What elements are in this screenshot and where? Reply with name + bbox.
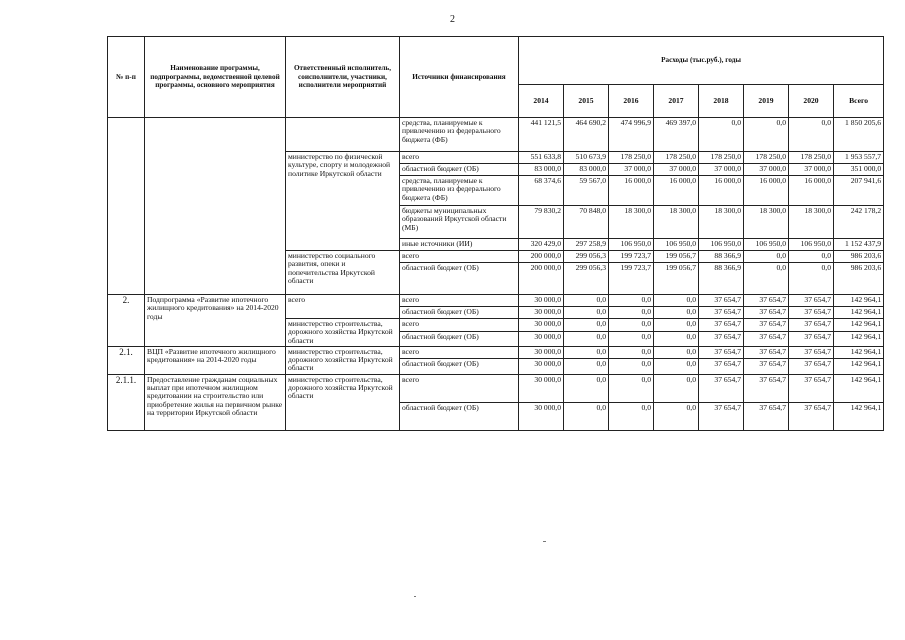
value-cell: 30 000,0 bbox=[519, 402, 564, 430]
value-cell: 106 950,0 bbox=[699, 239, 744, 251]
total-cell: 351 000,0 bbox=[834, 164, 884, 176]
value-cell: 18 300,0 bbox=[789, 206, 834, 239]
header-responsible: Ответственный исполнитель, соисполнители, участники, исполнители мероприятий bbox=[286, 37, 400, 118]
value-cell: 106 950,0 bbox=[609, 239, 654, 251]
value-cell: 178 250,0 bbox=[699, 152, 744, 164]
value-cell: 16 000,0 bbox=[654, 176, 699, 206]
value-cell: 106 950,0 bbox=[744, 239, 789, 251]
value-cell: 37 654,7 bbox=[699, 346, 744, 358]
value-cell: 16 000,0 bbox=[789, 176, 834, 206]
value-cell: 70 848,0 bbox=[564, 206, 609, 239]
value-cell: 37 000,0 bbox=[699, 164, 744, 176]
value-cell: 0,0 bbox=[744, 251, 789, 263]
value-cell: 37 654,7 bbox=[789, 346, 834, 358]
value-cell: 178 250,0 bbox=[789, 152, 834, 164]
value-cell: 178 250,0 bbox=[654, 152, 699, 164]
value-cell: 178 250,0 bbox=[744, 152, 789, 164]
value-cell: 0,0 bbox=[789, 263, 834, 295]
header-no: № п-п bbox=[108, 37, 145, 118]
value-cell: 320 429,0 bbox=[519, 239, 564, 251]
table-row bbox=[108, 346, 884, 358]
source-cell: всего bbox=[400, 319, 519, 332]
source-cell: средства, планируемые к привлечению из федерального бюджета (ФБ) bbox=[400, 118, 519, 152]
source-cell: всего bbox=[400, 346, 519, 358]
value-cell: 0,0 bbox=[609, 307, 654, 319]
executor-cell: министерство строительства, дорожного хозяйства Иркутской области bbox=[286, 319, 400, 347]
value-cell: 0,0 bbox=[654, 331, 699, 346]
value-cell: 106 950,0 bbox=[654, 239, 699, 251]
source-cell: бюджеты муниципальных образований Иркутской области (МБ) bbox=[400, 206, 519, 239]
total-cell: 142 964,1 bbox=[834, 307, 884, 319]
header-year: 2020 bbox=[789, 85, 834, 118]
value-cell: 37 654,7 bbox=[699, 319, 744, 332]
value-cell: 30 000,0 bbox=[519, 331, 564, 346]
value-cell: 37 654,7 bbox=[699, 331, 744, 346]
value-cell: 299 056,3 bbox=[564, 263, 609, 295]
program-name: ВЦП «Развитие ипотечного жилищного кредитования» на 2014-2020 годы bbox=[145, 346, 286, 374]
program-name: Подпрограмма «Развитие ипотечного жилищного кредитования» на 2014-2020 годы bbox=[145, 295, 286, 347]
value-cell: 30 000,0 bbox=[519, 319, 564, 332]
total-cell: 142 964,1 bbox=[834, 374, 884, 402]
total-cell: 242 178,2 bbox=[834, 206, 884, 239]
header-year: 2014 bbox=[519, 85, 564, 118]
value-cell: 37 654,7 bbox=[789, 402, 834, 430]
total-cell: 142 964,1 bbox=[834, 331, 884, 346]
value-cell: 37 654,7 bbox=[789, 374, 834, 402]
value-cell: 200 000,0 bbox=[519, 263, 564, 295]
budget-table bbox=[107, 36, 884, 431]
total-cell: 142 964,1 bbox=[834, 346, 884, 358]
value-cell: 178 250,0 bbox=[609, 152, 654, 164]
value-cell: 0,0 bbox=[564, 319, 609, 332]
source-cell: средства, планируемые к привлечению из федерального бюджета (ФБ) bbox=[400, 176, 519, 206]
value-cell: 37 654,7 bbox=[744, 374, 789, 402]
value-cell: 18 300,0 bbox=[609, 206, 654, 239]
value-cell: 68 374,6 bbox=[519, 176, 564, 206]
value-cell: 0,0 bbox=[789, 251, 834, 263]
header-year: 2018 bbox=[699, 85, 744, 118]
header-year: 2017 bbox=[654, 85, 699, 118]
value-cell: 0,0 bbox=[654, 346, 699, 358]
value-cell: 474 996,9 bbox=[609, 118, 654, 152]
value-cell: 464 690,2 bbox=[564, 118, 609, 152]
total-cell: 142 964,1 bbox=[834, 319, 884, 332]
value-cell: 83 000,0 bbox=[564, 164, 609, 176]
total-cell: 207 941,6 bbox=[834, 176, 884, 206]
program-number: 2.1.1. bbox=[108, 374, 145, 430]
value-cell: 0,0 bbox=[699, 118, 744, 152]
value-cell: 0,0 bbox=[654, 295, 699, 307]
executor-cell: министерство социального развития, опеки и попечительства Иркутской области bbox=[286, 251, 400, 295]
value-cell: 37 654,7 bbox=[699, 307, 744, 319]
value-cell: 0,0 bbox=[564, 402, 609, 430]
value-cell: 79 830,2 bbox=[519, 206, 564, 239]
value-cell: 37 654,7 bbox=[699, 402, 744, 430]
value-cell: 0,0 bbox=[564, 331, 609, 346]
value-cell: 16 000,0 bbox=[744, 176, 789, 206]
value-cell: 0,0 bbox=[564, 346, 609, 358]
header-year: 2015 bbox=[564, 85, 609, 118]
no-cell-empty bbox=[108, 118, 145, 295]
value-cell: 88 366,9 bbox=[699, 263, 744, 295]
source-cell: иные источники (ИИ) bbox=[400, 239, 519, 251]
value-cell: 30 000,0 bbox=[519, 358, 564, 374]
program-number: 2.1. bbox=[108, 346, 145, 374]
value-cell: 37 654,7 bbox=[699, 374, 744, 402]
source-cell: всего bbox=[400, 152, 519, 164]
value-cell: 441 121,5 bbox=[519, 118, 564, 152]
value-cell: 30 000,0 bbox=[519, 374, 564, 402]
value-cell: 37 654,7 bbox=[789, 307, 834, 319]
source-cell: областной бюджет (ОБ) bbox=[400, 402, 519, 430]
header-row-1 bbox=[108, 37, 884, 85]
source-cell: всего bbox=[400, 295, 519, 307]
value-cell: 551 633,8 bbox=[519, 152, 564, 164]
value-cell: 0,0 bbox=[789, 118, 834, 152]
value-cell: 37 654,7 bbox=[744, 331, 789, 346]
value-cell: 30 000,0 bbox=[519, 307, 564, 319]
header-total: Всего bbox=[834, 85, 884, 118]
header-year: 2019 bbox=[744, 85, 789, 118]
program-name: Предоставление гражданам социальных выплат при ипотечном жилищном кредитовании на строительство или приобретение жилья на первичном рынке на территории Иркутской области bbox=[145, 374, 286, 430]
executor-cell: министерство строительства, дорожного хозяйства Иркутской области bbox=[286, 346, 400, 374]
executor-cell-empty bbox=[286, 118, 400, 152]
total-cell: 142 964,1 bbox=[834, 402, 884, 430]
value-cell: 0,0 bbox=[654, 307, 699, 319]
source-cell: областной бюджет (ОБ) bbox=[400, 358, 519, 374]
value-cell: 37 654,7 bbox=[699, 358, 744, 374]
value-cell: 83 000,0 bbox=[519, 164, 564, 176]
table-row bbox=[108, 295, 884, 307]
page-number: 2 bbox=[450, 14, 455, 25]
value-cell: 0,0 bbox=[609, 402, 654, 430]
value-cell: 0,0 bbox=[564, 307, 609, 319]
value-cell: 199 723,7 bbox=[609, 263, 654, 295]
table-row bbox=[108, 118, 884, 152]
header-source: Источники финансирования bbox=[400, 37, 519, 118]
value-cell: 297 258,9 bbox=[564, 239, 609, 251]
value-cell: 37 000,0 bbox=[789, 164, 834, 176]
header-expenses: Расходы (тыс.руб.), годы bbox=[519, 37, 884, 85]
value-cell: 16 000,0 bbox=[699, 176, 744, 206]
value-cell: 18 300,0 bbox=[654, 206, 699, 239]
value-cell: 37 654,7 bbox=[789, 295, 834, 307]
table-row bbox=[108, 374, 884, 402]
total-cell: 142 964,1 bbox=[834, 295, 884, 307]
value-cell: 0,0 bbox=[609, 319, 654, 332]
total-cell: 142 964,1 bbox=[834, 358, 884, 374]
value-cell: 37 654,7 bbox=[789, 319, 834, 332]
value-cell: 37 654,7 bbox=[744, 295, 789, 307]
value-cell: 37 654,7 bbox=[789, 331, 834, 346]
value-cell: 0,0 bbox=[654, 358, 699, 374]
value-cell: 0,0 bbox=[564, 358, 609, 374]
total-cell: 1 850 205,6 bbox=[834, 118, 884, 152]
value-cell: 18 300,0 bbox=[744, 206, 789, 239]
value-cell: 37 000,0 bbox=[744, 164, 789, 176]
value-cell: 37 654,7 bbox=[744, 307, 789, 319]
program-number: 2. bbox=[108, 295, 145, 347]
value-cell: 0,0 bbox=[564, 295, 609, 307]
total-cell: 986 203,6 bbox=[834, 251, 884, 263]
value-cell: 0,0 bbox=[744, 263, 789, 295]
value-cell: 0,0 bbox=[654, 319, 699, 332]
value-cell: 0,0 bbox=[564, 374, 609, 402]
value-cell: 0,0 bbox=[744, 118, 789, 152]
value-cell: 37 654,7 bbox=[744, 346, 789, 358]
value-cell: 37 000,0 bbox=[654, 164, 699, 176]
value-cell: 59 567,0 bbox=[564, 176, 609, 206]
value-cell: 37 000,0 bbox=[609, 164, 654, 176]
source-cell: областной бюджет (ОБ) bbox=[400, 164, 519, 176]
value-cell: 37 654,7 bbox=[744, 402, 789, 430]
value-cell: 37 654,7 bbox=[699, 295, 744, 307]
header-name: Наименование программы, подпрограммы, ведомственной целевой программы, основного мероприятия bbox=[145, 37, 286, 118]
value-cell: 0,0 bbox=[654, 374, 699, 402]
value-cell: 37 654,7 bbox=[744, 358, 789, 374]
value-cell: 0,0 bbox=[609, 295, 654, 307]
value-cell: 299 056,3 bbox=[564, 251, 609, 263]
value-cell: 18 300,0 bbox=[699, 206, 744, 239]
value-cell: 88 366,9 bbox=[699, 251, 744, 263]
value-cell: 469 397,0 bbox=[654, 118, 699, 152]
value-cell: 37 654,7 bbox=[744, 319, 789, 332]
value-cell: 199 056,7 bbox=[654, 263, 699, 295]
value-cell: 30 000,0 bbox=[519, 346, 564, 358]
value-cell: 200 000,0 bbox=[519, 251, 564, 263]
value-cell: 510 673,9 bbox=[564, 152, 609, 164]
scan-speck bbox=[543, 541, 546, 542]
value-cell: 199 056,7 bbox=[654, 251, 699, 263]
total-cell: 986 203,6 bbox=[834, 263, 884, 295]
total-cell: 1 953 557,7 bbox=[834, 152, 884, 164]
source-cell: всего bbox=[400, 251, 519, 263]
value-cell: 30 000,0 bbox=[519, 295, 564, 307]
value-cell: 199 723,7 bbox=[609, 251, 654, 263]
value-cell: 16 000,0 bbox=[609, 176, 654, 206]
header-year: 2016 bbox=[609, 85, 654, 118]
name-cell-empty bbox=[145, 118, 286, 295]
source-cell: областной бюджет (ОБ) bbox=[400, 331, 519, 346]
source-cell: областной бюджет (ОБ) bbox=[400, 307, 519, 319]
value-cell: 0,0 bbox=[609, 358, 654, 374]
total-cell: 1 152 437,9 bbox=[834, 239, 884, 251]
executor-cell: всего bbox=[286, 295, 400, 319]
executor-cell: министерство по физической культуре, спорту и молодежной политике Иркутской области bbox=[286, 152, 400, 251]
value-cell: 0,0 bbox=[654, 402, 699, 430]
value-cell: 0,0 bbox=[609, 374, 654, 402]
value-cell: 0,0 bbox=[609, 346, 654, 358]
value-cell: 37 654,7 bbox=[789, 358, 834, 374]
value-cell: 106 950,0 bbox=[789, 239, 834, 251]
scan-speck bbox=[414, 596, 416, 597]
source-cell: областной бюджет (ОБ) bbox=[400, 263, 519, 295]
executor-cell: министерство строительства, дорожного хозяйства Иркутской области bbox=[286, 374, 400, 430]
source-cell: всего bbox=[400, 374, 519, 402]
value-cell: 0,0 bbox=[609, 331, 654, 346]
